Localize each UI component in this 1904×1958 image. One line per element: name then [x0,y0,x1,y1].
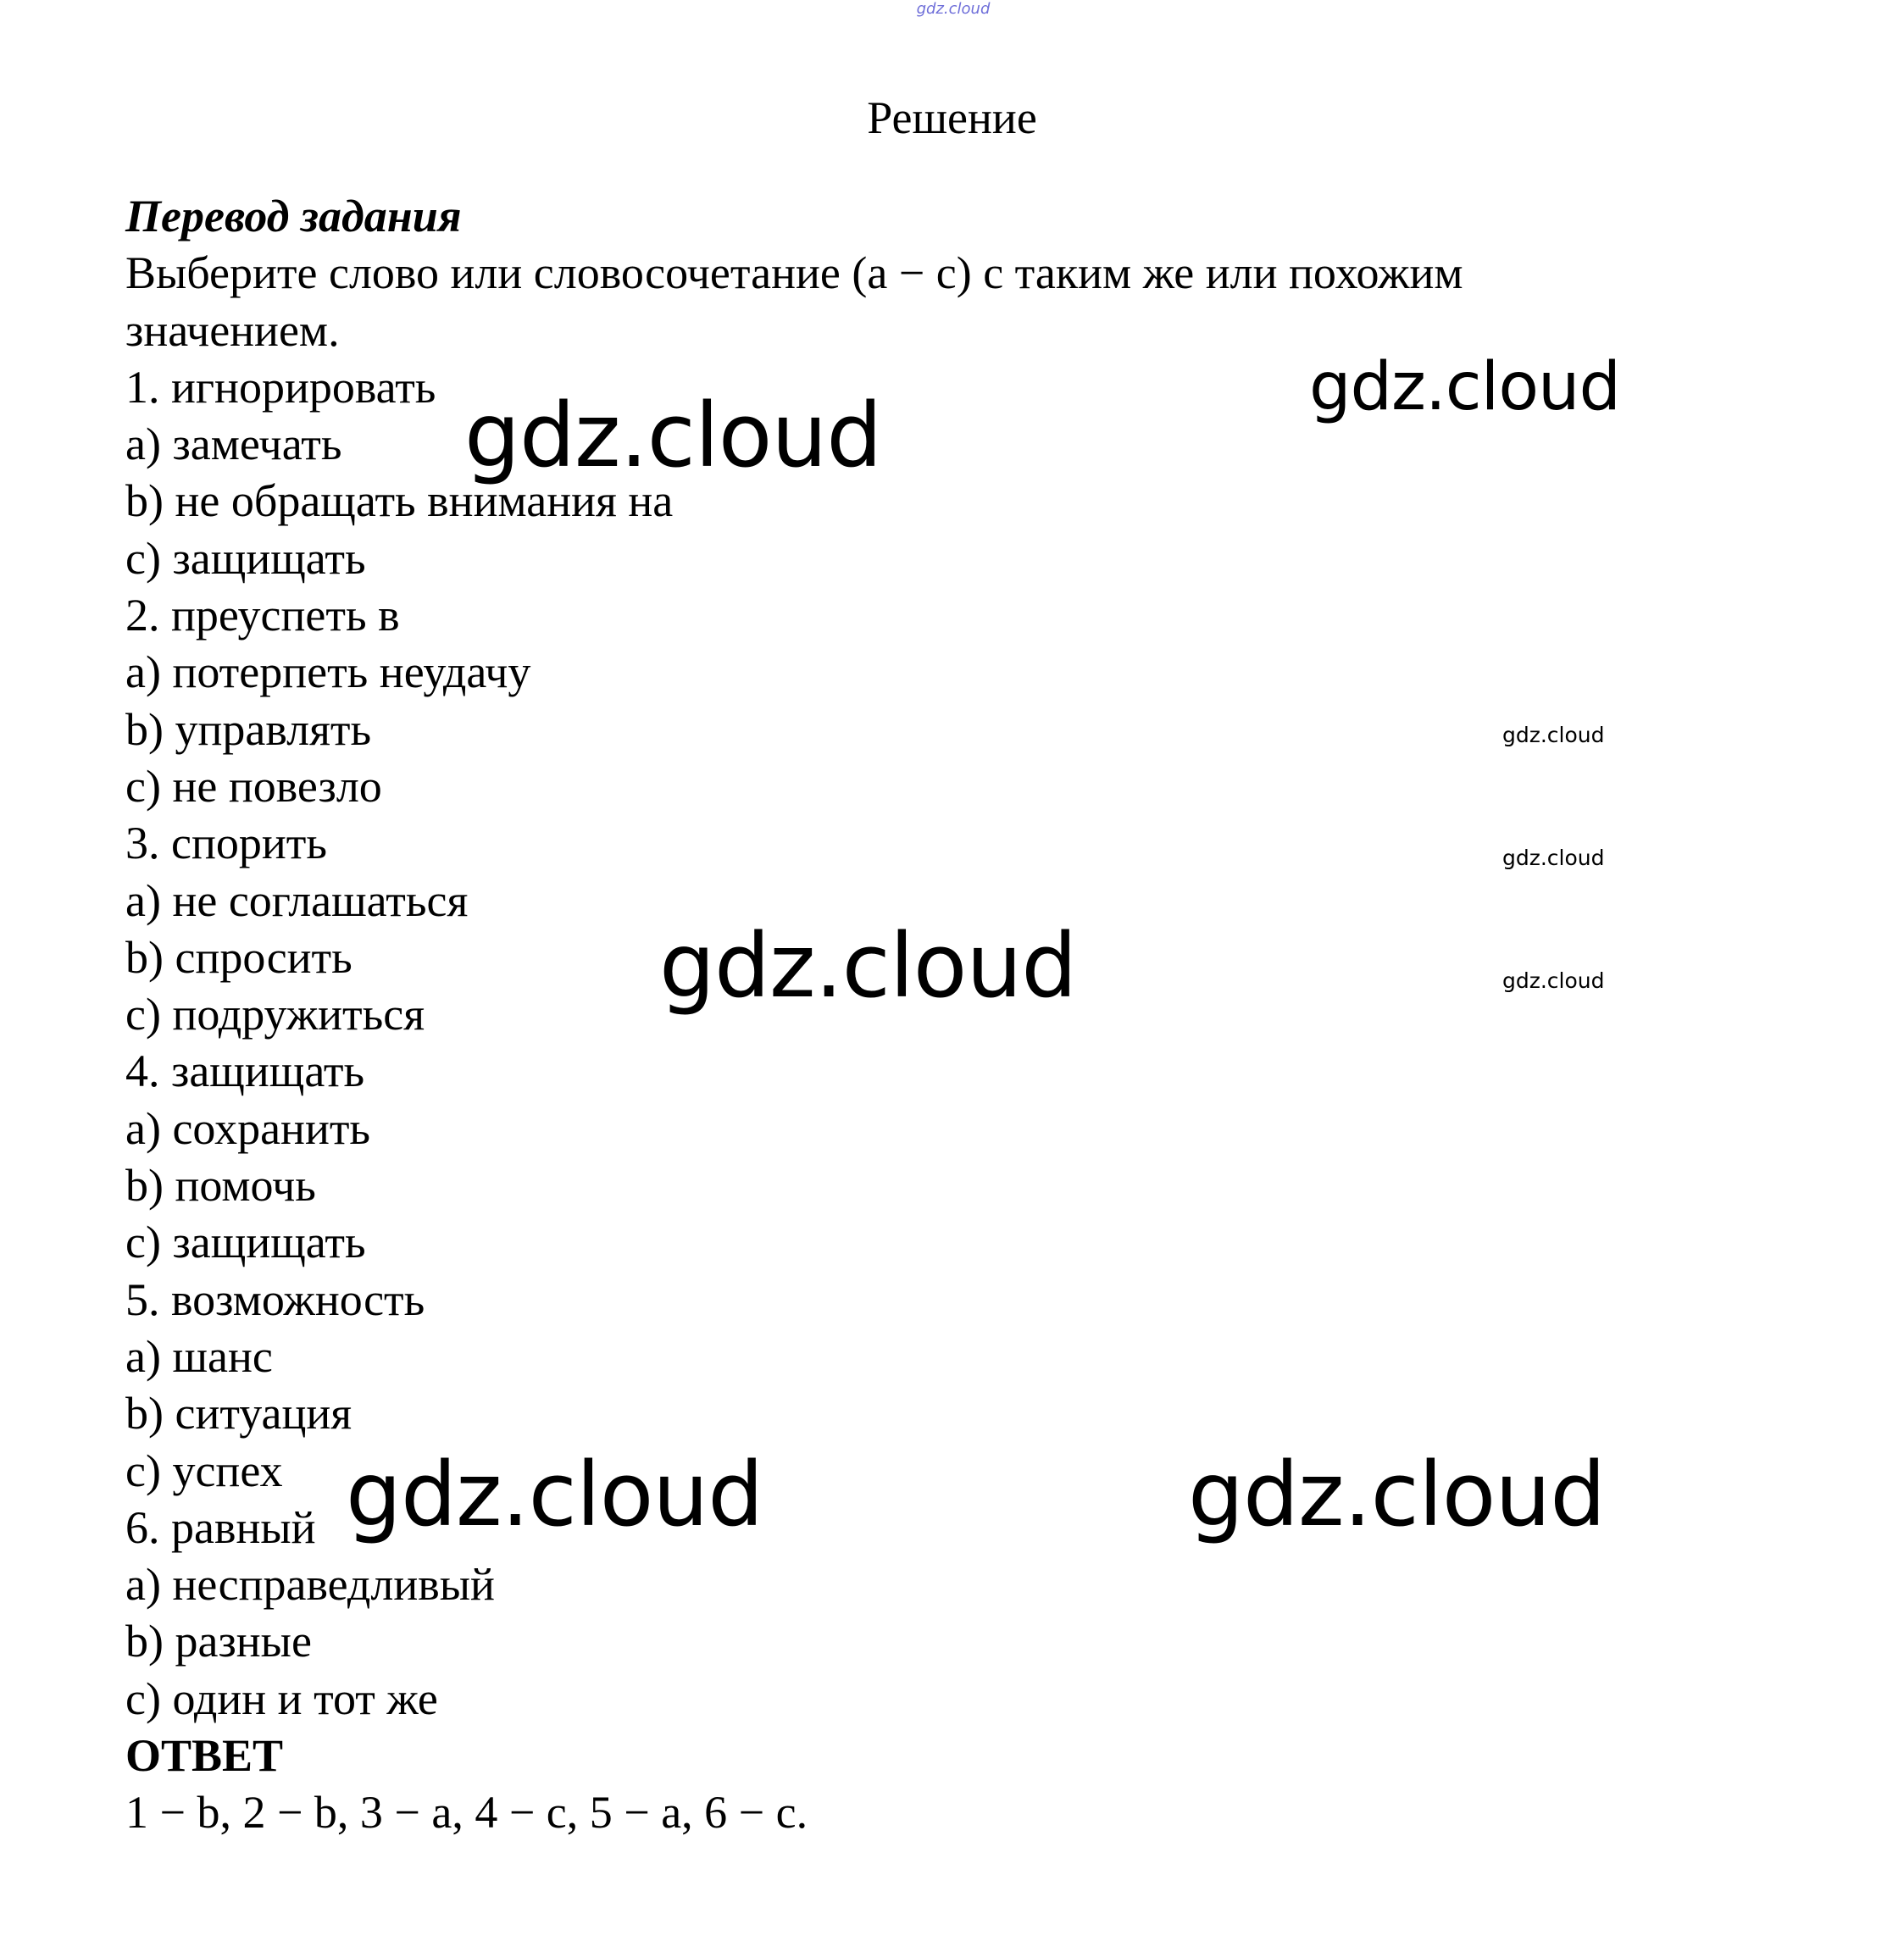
option-item: c) успех [125,1445,283,1496]
option-item: b) спросить [125,931,352,983]
watermark-text: gdz.cloud [346,1443,763,1546]
watermark-text: gdz.cloud [1188,1443,1606,1546]
question-item: 6. равный [125,1501,316,1553]
watermark-text: gdz.cloud [464,384,882,487]
watermark-text: gdz.cloud [1502,968,1605,993]
option-item: c) не повезло [125,760,382,812]
question-item: 3. спорить [125,818,327,869]
option-item: c) один и тот же [125,1672,438,1724]
answer-heading: ОТВЕТ [125,1730,284,1782]
question-item: 5. возможность [125,1273,425,1325]
watermark-text: gdz.cloud [659,914,1077,1018]
option-item: a) замечать [125,419,342,470]
question-item: 2. преуспеть в [125,590,400,641]
option-item: a) потерпеть неудачу [125,646,531,698]
option-item: c) защищать [125,532,366,584]
option-item: c) защищать [125,1217,366,1268]
option-item: b) не обращать внимания на [125,475,674,527]
option-item: b) управлять [125,703,372,755]
question-item: 1. игнорировать [125,361,436,413]
option-item: b) помочь [125,1160,316,1212]
option-item: b) ситуация [125,1388,352,1439]
watermark-text: gdz.cloud [1502,723,1605,747]
header-watermark: gdz.cloud [916,0,991,18]
option-item: a) сохранить [125,1102,371,1154]
option-item: a) несправедливый [125,1559,495,1611]
option-item: a) шанс [125,1330,273,1382]
instruction-line: Выберите слово или словосочетание (a − c) с таким же или похожим [125,247,1463,299]
section-heading: Перевод задания [125,191,462,241]
question-item: 4. защищать [125,1046,365,1097]
option-item: b) разные [125,1616,312,1667]
watermark-text: gdz.cloud [1309,349,1620,425]
option-item: c) подружиться [125,989,425,1040]
option-item: a) не соглашаться [125,874,469,926]
watermark-text: gdz.cloud [1502,846,1605,870]
page-title: Решение [867,92,1037,143]
instruction-line: значением. [125,304,340,356]
answer-text: 1 − b, 2 − b, 3 − a, 4 − c, 5 − a, 6 − c. [125,1787,808,1839]
